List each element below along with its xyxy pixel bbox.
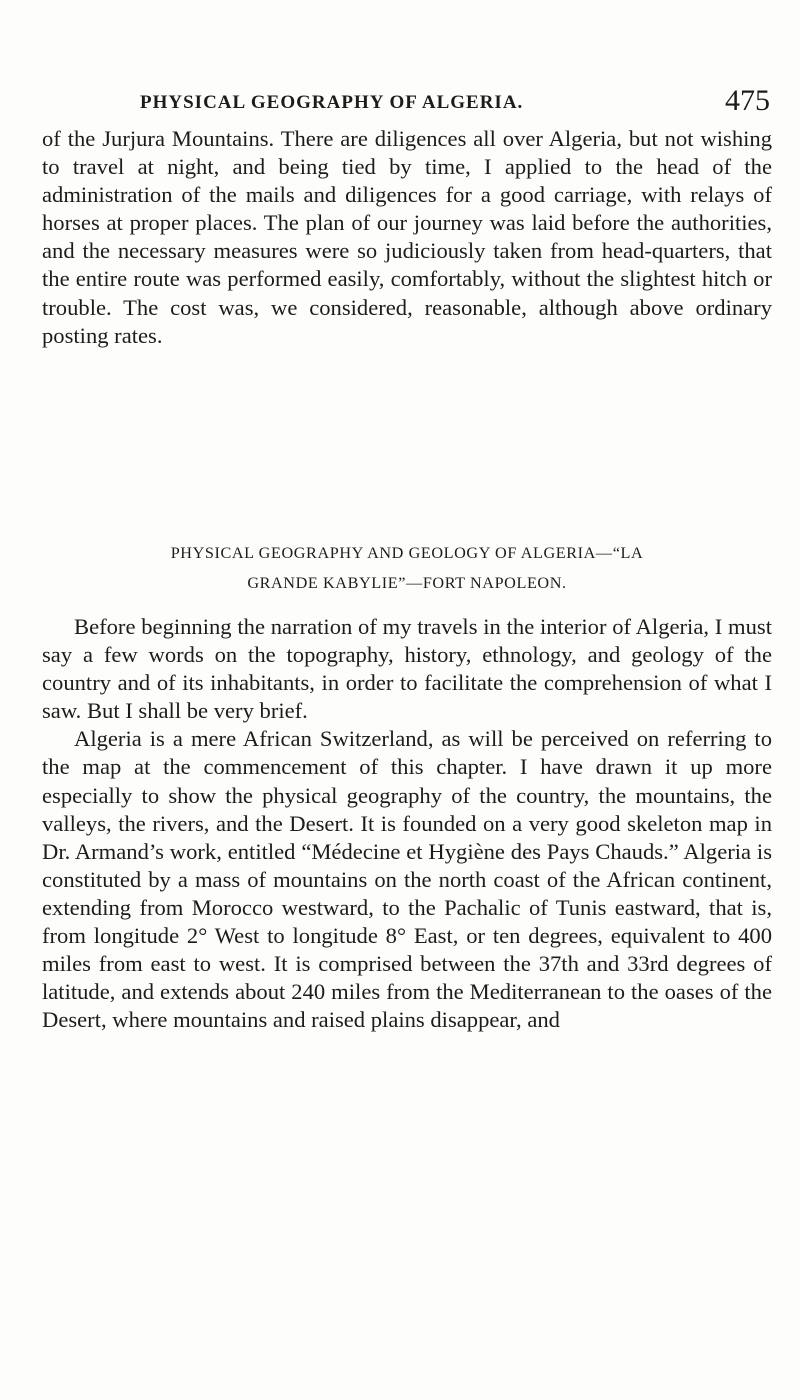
section-heading xyxy=(42,538,772,598)
section-body xyxy=(42,613,772,1034)
continuation-block xyxy=(42,125,772,350)
section-heading-line-2: GRANDE KABYLIE”—FORT NAPOLEON. xyxy=(247,574,567,592)
running-header xyxy=(140,84,770,117)
continuation-paragraph: of the Jurjura Mountains. There are diligences all over Algeria, but not wishing to travel at night, and being tied by time, I applied to the head of the administration of the mails and diligences for a good carriage, with relays of horses at proper places. The plan of our journey was laid before the authorities, and the necessary measures were so judiciously taken from head-quarters, that the entire route was performed easily, comfortably, without the slightest hitch or trouble. The cost was, we considered, reasonable, although above ordinary posting rates. xyxy=(42,126,772,348)
paragraph-before-narration: Before beginning the narration of my travels in the interior of Algeria, I must say a few words on the topography, history, ethnology, and geology of the country and of its inhabitants, in order to facilitate the comprehension of what I saw. But I shall be very brief. xyxy=(42,614,772,724)
paragraph-african-switzerland: Algeria is a mere African Switzerland, as will be perceived on referring to the map at the commencement of this chapter. I have drawn it up more especially to show the physical geography of the country, the mountains, the valleys, the rivers, and the Desert. It is founded on a very good skeleton map in Dr. Armand’s work, entitled “Médecine et Hygiène des Pays Chauds.” Algeria is constituted by a mass of mountains on the north coast of the African continent, extending from Morocco westward, to the Pachalic of Tunis eastward, that is, from longitude 2° West to longitude 8° East, or ten degrees, equivalent to 400 miles from east to west. It is comprised between the 37th and 33rd degrees of latitude, and extends about 240 miles from the Mediterranean to the oases of the Desert, where mountains and raised plains disappear, and xyxy=(42,726,772,1033)
running-title: PHYSICAL GEOGRAPHY OF ALGERIA. xyxy=(140,92,524,113)
section-heading-line-1: PHYSICAL GEOGRAPHY AND GEOLOGY OF ALGERIA—“LA xyxy=(170,544,644,562)
page-number: 475 xyxy=(725,84,770,117)
